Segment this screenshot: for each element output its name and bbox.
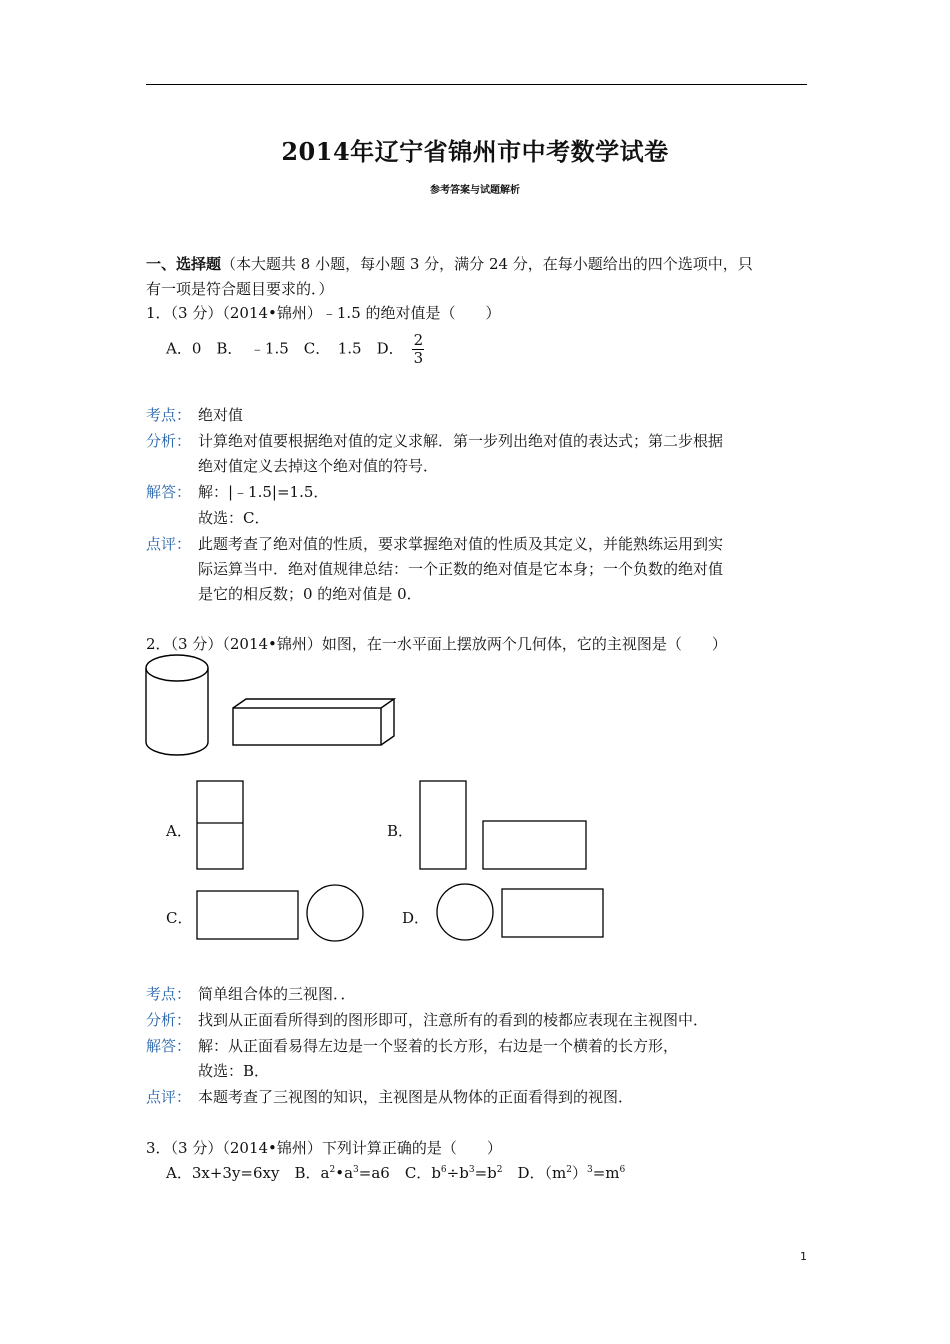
page-number: 1 [800,1250,807,1263]
q2-option-b-label: B． [387,822,414,840]
q3-option-c: $b^6\div b^3=b^2$ [431,1164,503,1182]
section-intro-line2: 有一项是符合题目要求的．） [146,280,334,298]
q3-options [166,1162,625,1183]
q3-option-a-label: A． [166,1164,192,1182]
q2-dianping: 本题考查了三视图的知识，主视图是从物体的正面看得到的视图． [198,1088,634,1106]
q1-jieda-line1: 解：|﹣1.5|=1.5． [198,483,329,501]
q1-stem: 1．（3 分）（2014•锦州）﹣1.5 的绝对值是（ ） [146,304,501,322]
q3-option-b-label: B． [294,1164,321,1182]
q1-kaodian: 绝对值 [198,406,244,424]
q2-option-d-label: D． [402,909,430,927]
q2-kaodian-label: 考点： [146,985,192,1003]
q2-figure-solids [140,650,410,765]
q1-fraction: $\frac{2}{3}$ [413,331,424,367]
q2-jieda-label: 解答： [146,1037,192,1055]
q1-fenxi-line1: 计算绝对值要根据绝对值的定义求解．第一步列出绝对值的表达式；第二步根据 [198,432,724,450]
q1-kaodian-label: 考点： [146,406,192,424]
q3-stem: 3．（3 分）（2014•锦州）下列计算正确的是（ ） [146,1139,502,1157]
page-subtitle: 参考答案与试题解析 [430,185,520,196]
q2-option-a-figure [196,780,246,872]
q2-kaodian: 简单组合体的三视图．． [198,985,356,1003]
q2-jieda-line1: 解：从正面看易得左边是一个竖着的长方形，右边是一个横着的长方形， [198,1037,679,1055]
section-heading: 一、选择题 [146,255,222,273]
q2-jieda-line2: 故选：B． [198,1062,270,1080]
q1-fenxi-line2: 绝对值定义去掉这个绝对值的符号． [198,457,439,475]
q3-option-b: $a^2•a^3=a6$ [320,1164,390,1182]
q3-option-d-label: D． [517,1164,545,1182]
q2-option-d-figure [435,882,607,942]
header-rule [146,84,807,85]
q2-option-c-figure [196,884,368,944]
q2-option-a-label: A． [166,822,192,840]
q1-dianping-label: 点评： [146,535,192,553]
q2-option-c-label: C． [166,909,193,927]
section-intro-line1: 一、选择题（本大题共 8 小题，每小题 3 分，满分 24 分，在每小题给出的四个选项中，只 [146,255,753,273]
q2-dianping-label: 点评： [146,1088,192,1106]
q1-dianping-line3: 是它的相反数；0 的绝对值是 0． [198,585,422,603]
q3-option-a: 3x+3y=6xy [191,1164,280,1182]
q2-option-b-figure [419,780,589,872]
q2-stem: 2．（3 分）（2014•锦州）如图，在一水平面上摆放两个几何体，它的主视图是（ ） [146,635,727,653]
q1-dianping-line1: 此题考查了绝对值的性质，要求掌握绝对值的性质及其定义，并能熟练运用到实 [198,535,724,553]
q2-fenxi-label: 分析： [146,1011,192,1029]
q1-options: A．0 B． ﹣1.5 C． 1.5 D． $\frac{2}{3}$ [166,331,424,367]
q2-fenxi: 找到从正面看所得到的图形即可，注意所有的看到的棱都应表现在主视图中． [198,1011,709,1029]
q3-option-d: $(m^2)^3=m^6$ [544,1164,626,1182]
q1-dianping-line2: 际运算当中．绝对值规律总结：一个正数的绝对值是它本身；一个负数的绝对值 [198,560,724,578]
q3-option-c-label: C． [404,1164,432,1182]
page-title: 2014年辽宁省锦州市中考数学试卷 [281,137,669,166]
q1-jieda-label: 解答： [146,483,192,501]
q1-jieda-line2: 故选：C． [198,509,270,527]
q1-fenxi-label: 分析： [146,432,192,450]
